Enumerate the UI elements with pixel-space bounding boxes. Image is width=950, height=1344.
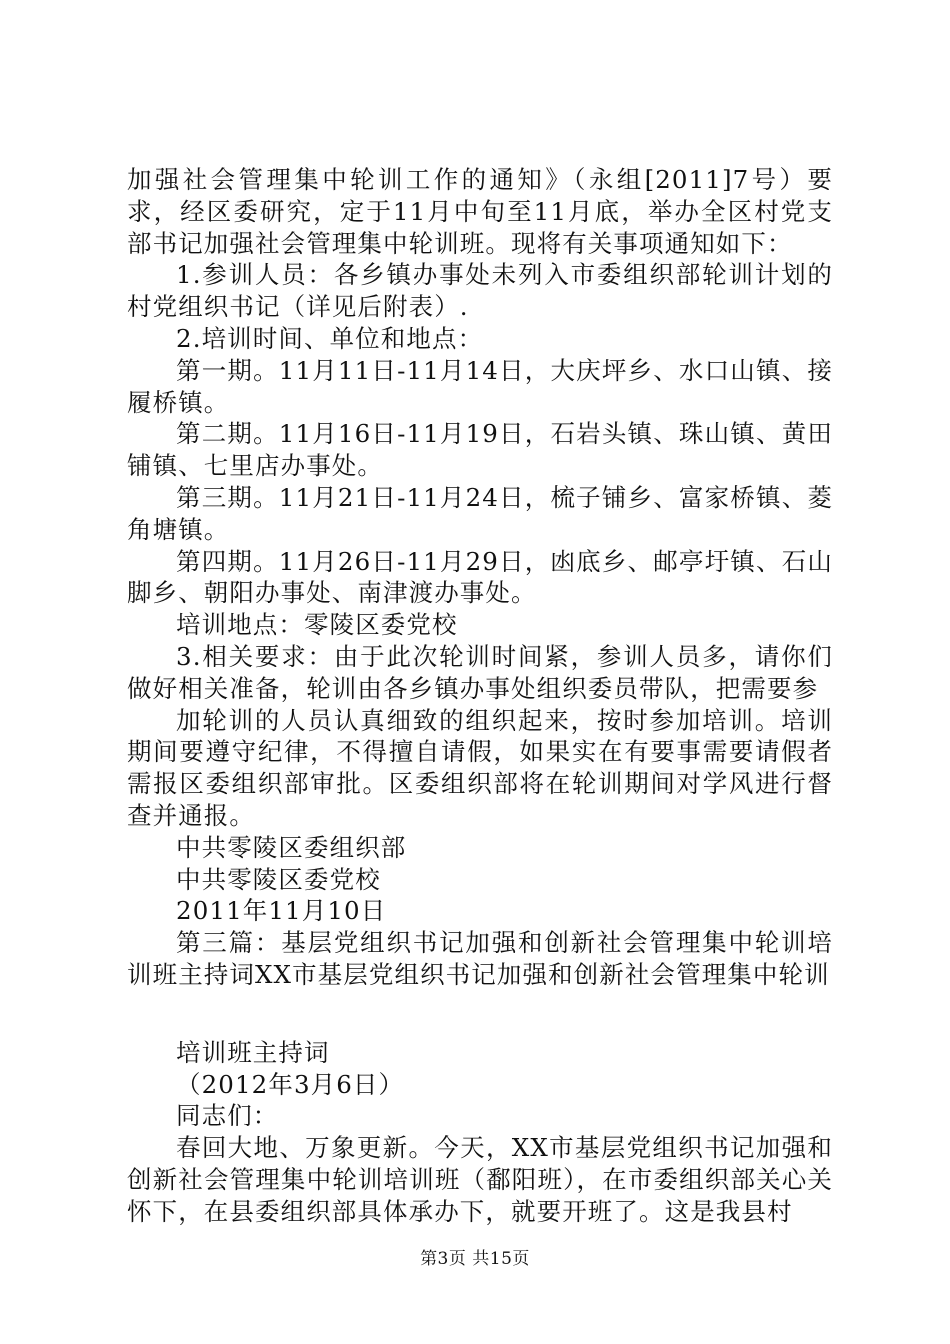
document-body	[127, 164, 833, 1228]
signature-party-school: 中共零陵区委党校	[176, 864, 381, 894]
speech-salutation: 同志们：	[176, 1101, 279, 1131]
paragraph-requirements: 3.相关要求：由于此次轮训时间紧，参训人员多，请你们做好相关准备，轮训由各乡镇办事处组织委员带队，把需要参	[127, 641, 833, 703]
paragraph-participants: 1.参训人员：各乡镇办事处未列入市委组织部轮训计划的村党组织书记（详见后附表）.	[127, 260, 833, 322]
paragraph-session-3: 第三期。11月21日-11月24日，梳子铺乡、富家桥镇、菱角塘镇。	[127, 482, 833, 544]
speech-date: （2012年3月6日）	[176, 1069, 405, 1099]
signature-org-dept: 中共零陵区委组织部	[176, 832, 407, 862]
paragraph-session-4: 第四期。11月26日-11月29日，凼底乡、邮亭圩镇、石山脚乡、朝阳办事处、南津渡办事处。	[127, 546, 833, 608]
paragraph-requirements-continued: 加轮训的人员认真细致的组织起来，按时参加培训。培训期间要遵守纪律，不得擅自请假，如果实在有要事需要请假者需报区委组织部审批。区委组织部将在轮训期间对学风进行督查并通报。	[127, 705, 833, 830]
speech-title: 培训班主持词	[176, 1037, 330, 1067]
paragraph-venue: 培训地点：零陵区委党校	[176, 610, 458, 640]
page-number-footer: 第3页 共15页	[420, 1249, 530, 1269]
paragraph-schedule-heading: 2.培训时间、单位和地点：	[176, 323, 484, 353]
paragraph-session-1: 第一期。11月11日-11月14日，大庆坪乡、水口山镇、接履桥镇。	[127, 355, 833, 417]
signature-date: 2011年11月10日	[176, 896, 387, 926]
speech-opening-paragraph: 春回大地、万象更新。今天，XX市基层党组织书记加强和创新社会管理集中轮训培训班（鄱阳班），在市委组织部关心关怀下，在县委组织部具体承办下，就要开班了。这是我县村	[127, 1133, 833, 1226]
section-heading-third-article: 第三篇：基层党组织书记加强和创新社会管理集中轮训培训班主持词XX市基层党组织书记加强和创新社会管理集中轮训	[127, 928, 833, 989]
paragraph-session-2: 第二期。11月16日-11月19日，石岩头镇、珠山镇、黄田铺镇、七里店办事处。	[127, 419, 833, 481]
paragraph-notice-intro: 加强社会管理集中轮训工作的通知》（永组[2011]7号）要求，经区委研究，定于11月中旬至11月底，举办全区村党支部书记加强社会管理集中轮训班。现将有关事项通知如下：	[127, 165, 833, 258]
